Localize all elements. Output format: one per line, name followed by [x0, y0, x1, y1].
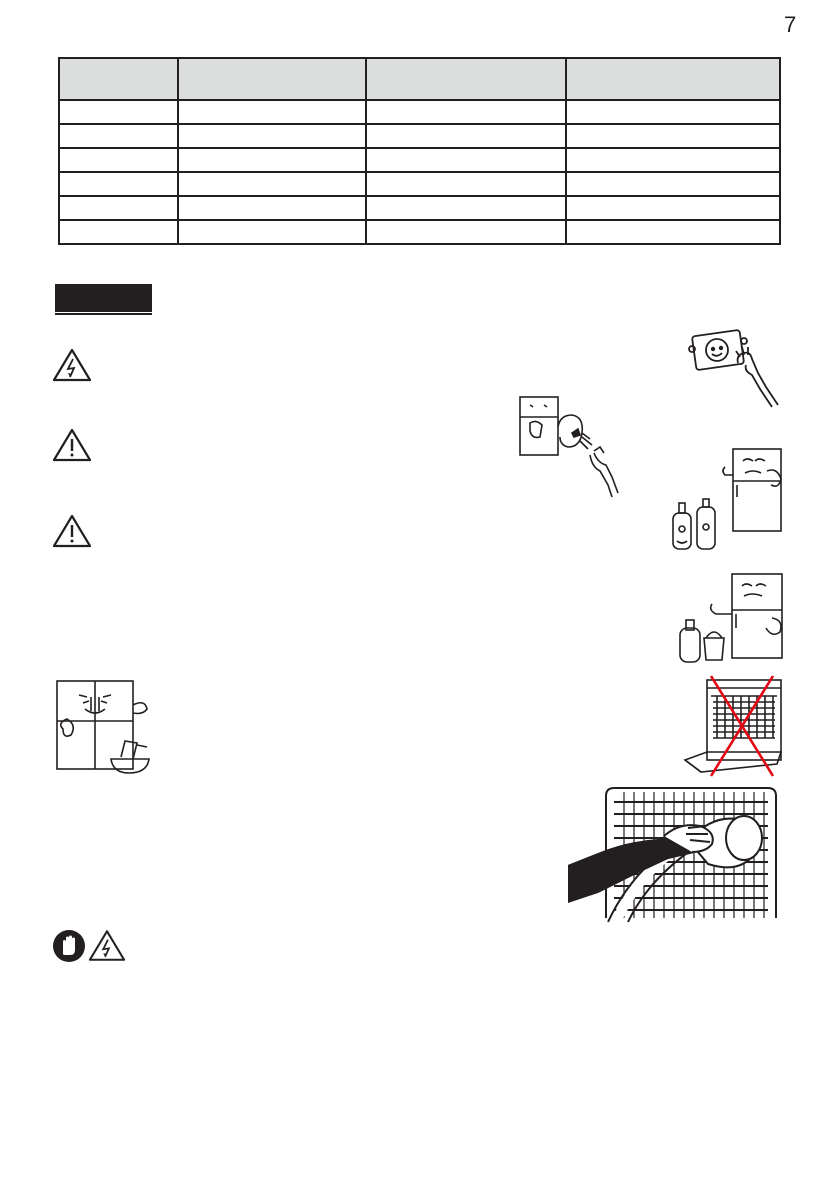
table-cell	[178, 100, 366, 124]
table-row	[59, 196, 780, 220]
dishwasher-crossed-out-illustration	[681, 672, 785, 785]
table-cell	[566, 196, 780, 220]
fridge-with-spray-illustration	[516, 393, 632, 503]
table-header-cell	[366, 58, 566, 100]
stop-hand-icon	[52, 929, 86, 968]
table-cell	[366, 220, 566, 244]
table-cell	[178, 124, 366, 148]
vacuuming-condenser-coil-illustration	[568, 782, 784, 933]
table-header-cell	[566, 58, 780, 100]
side-by-side-fridge-illustration	[53, 677, 163, 790]
table-row	[59, 100, 780, 124]
table-cell	[366, 100, 566, 124]
electric-shock-warning-icon	[88, 929, 126, 967]
specification-table	[58, 57, 781, 245]
table-row	[59, 148, 780, 172]
table-cell	[566, 172, 780, 196]
fridge-with-detergent-bottles-illustration	[667, 441, 785, 558]
table-header-row	[59, 58, 780, 100]
table-cell	[59, 100, 178, 124]
table-cell	[178, 148, 366, 172]
table-cell	[178, 172, 366, 196]
table-header-cell	[59, 58, 178, 100]
section-heading-tab	[55, 284, 152, 312]
table-row	[59, 172, 780, 196]
table-row	[59, 220, 780, 244]
table-cell	[178, 220, 366, 244]
page-number: 7	[784, 12, 797, 37]
table-cell	[366, 124, 566, 148]
table-cell	[366, 148, 566, 172]
table-cell	[366, 196, 566, 220]
table-cell	[566, 148, 780, 172]
table-cell	[366, 172, 566, 196]
caution-warning-icon	[52, 514, 92, 553]
table-cell	[178, 196, 366, 220]
table-cell	[59, 148, 178, 172]
table-row	[59, 124, 780, 148]
table-cell	[59, 172, 178, 196]
table-cell	[566, 100, 780, 124]
table-cell	[566, 220, 780, 244]
table-cell	[59, 196, 178, 220]
electric-shock-warning-icon	[52, 348, 92, 387]
table-cell	[566, 124, 780, 148]
fridge-with-cleaner-and-bucket-illustration	[672, 570, 786, 671]
caution-warning-icon	[52, 428, 92, 467]
table-cell	[59, 220, 178, 244]
table-header-cell	[178, 58, 366, 100]
hand-unplugging-socket-illustration	[686, 325, 786, 415]
table-cell	[59, 124, 178, 148]
